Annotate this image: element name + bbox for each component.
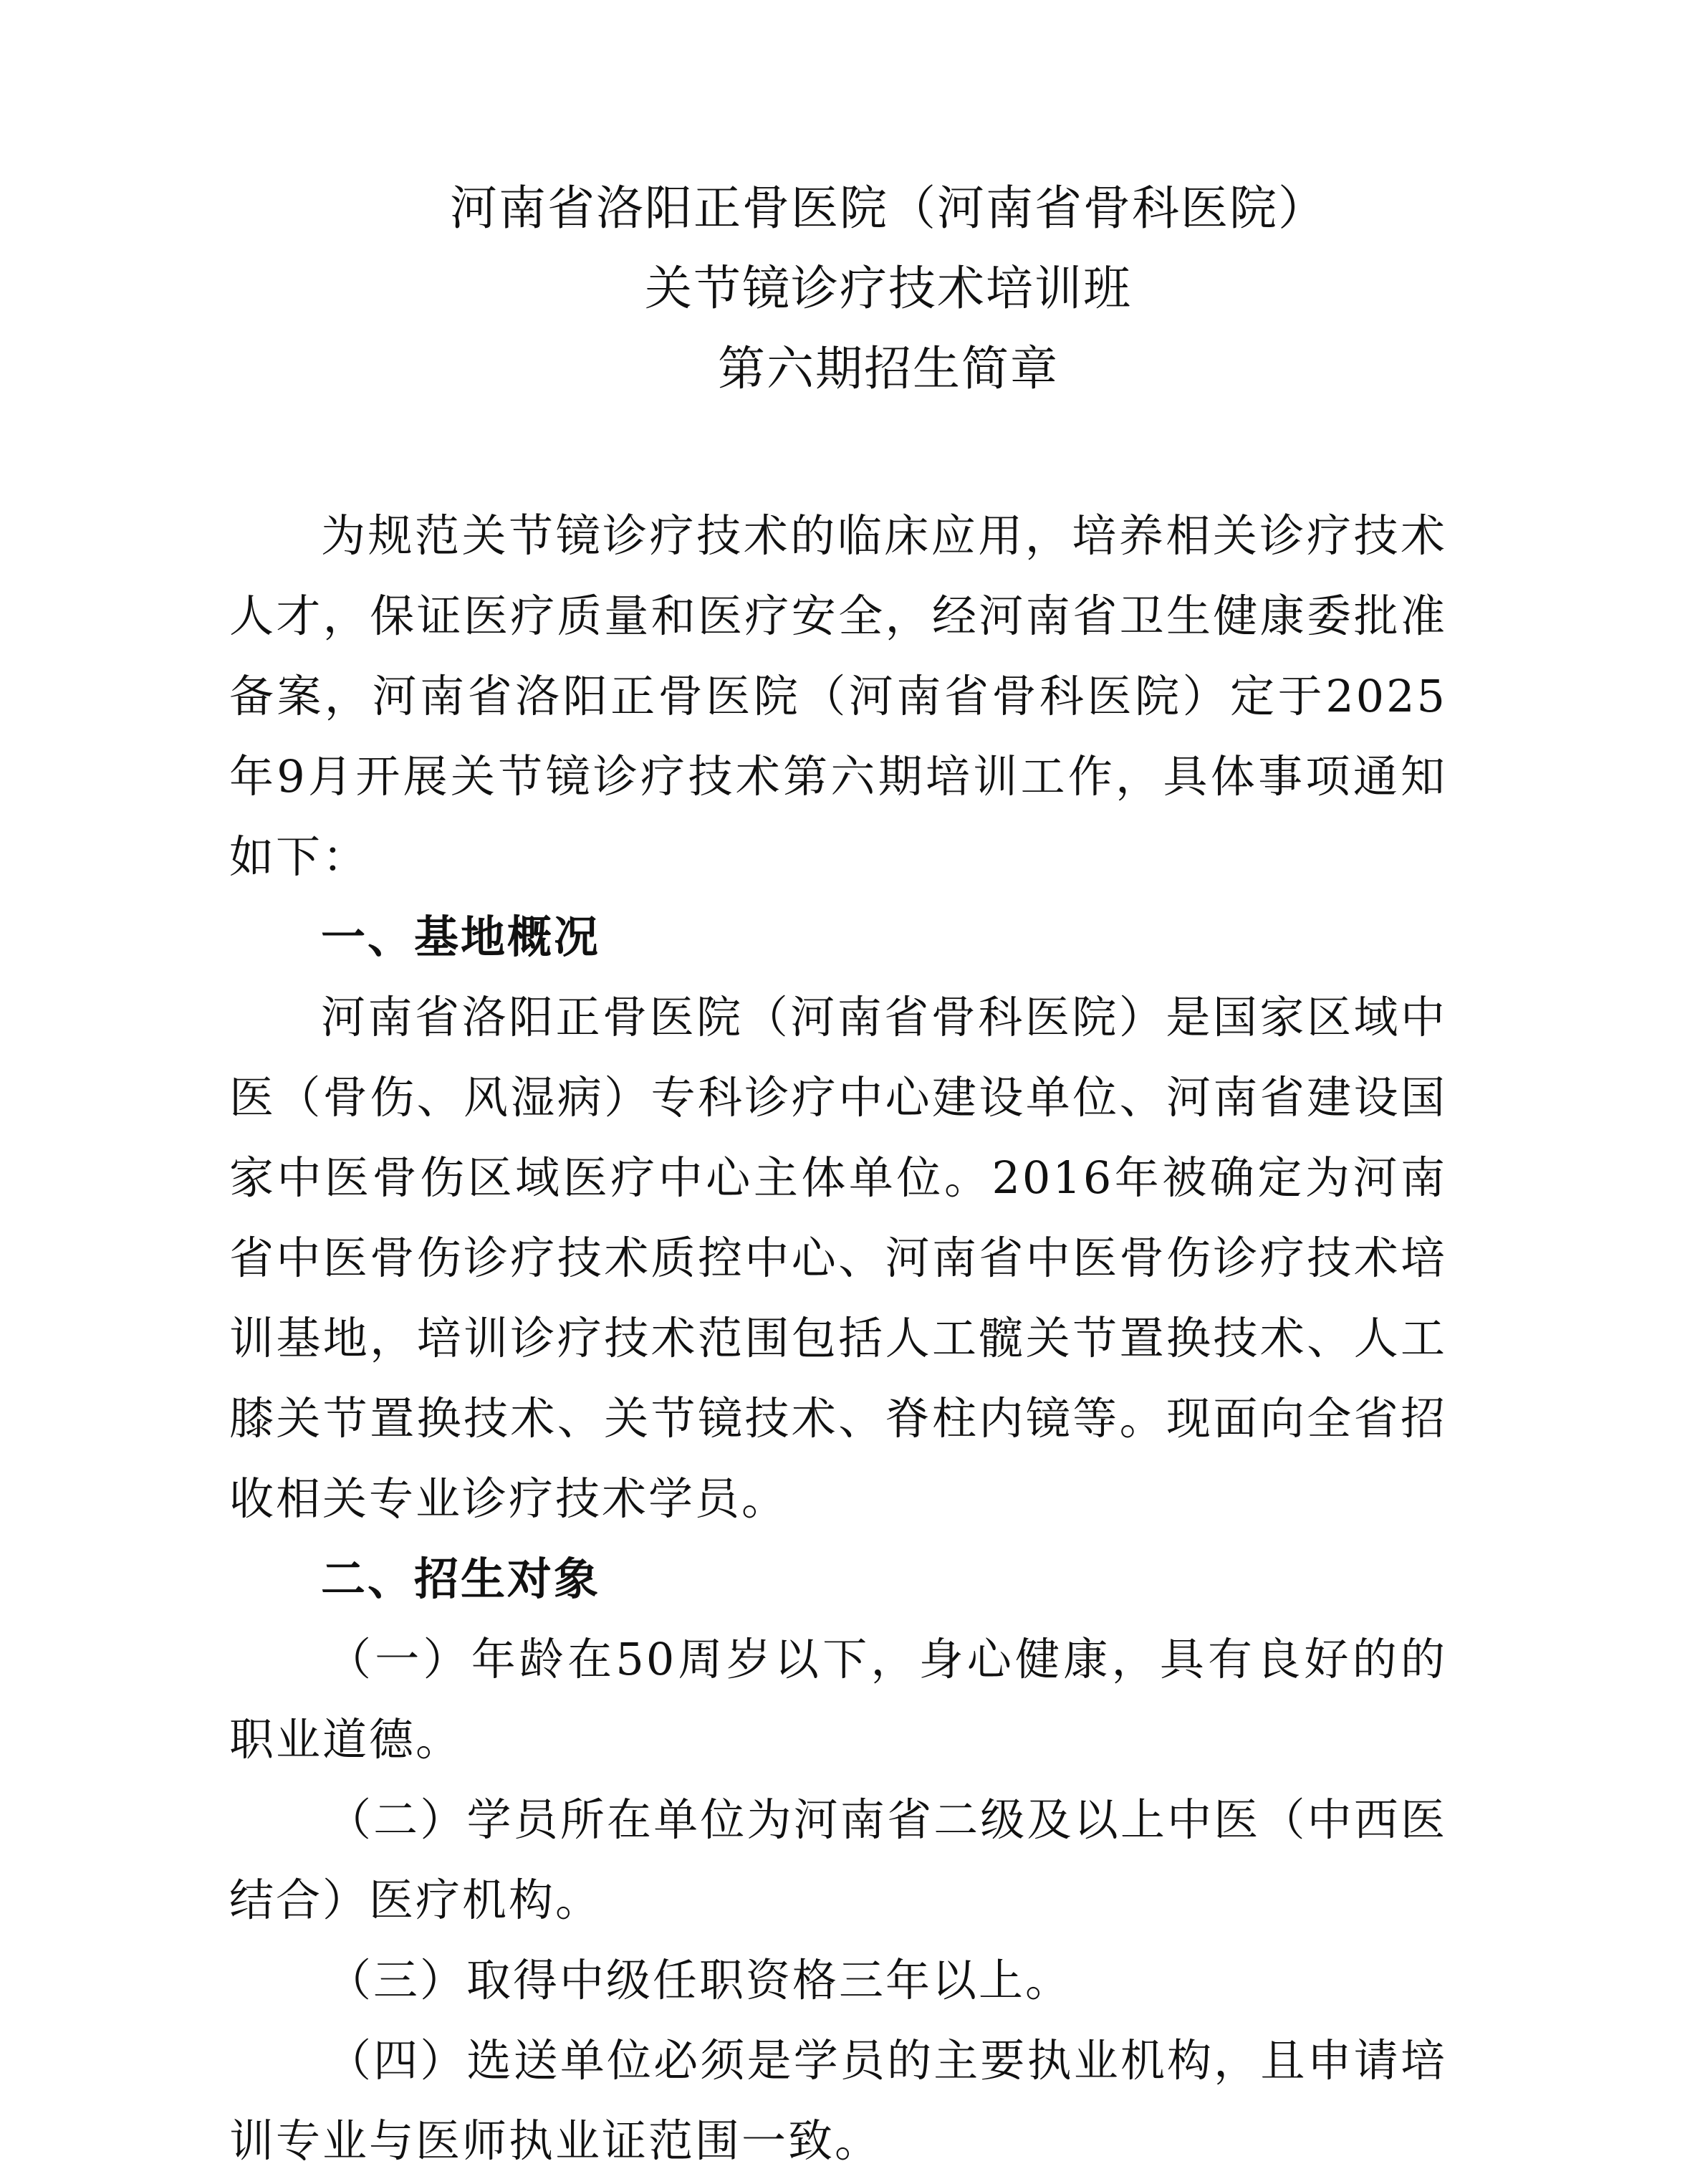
enrollment-item-1: （一）年龄在50周岁以下，身心健康，具有良好的的职业道德。 — [229, 1633, 1447, 1766]
title-line-course: 关节镜诊疗技术培训班 — [645, 261, 1132, 316]
enrollment-item-2: （二）学员所在单位为河南省二级及以上中医（中西医结合）医疗机构。 — [229, 1793, 1447, 1926]
section-heading-base-overview: 一、基地概况 — [321, 911, 601, 963]
enrollment-item-3: （三）取得中级任职资格三年以上。 — [327, 1954, 1072, 2006]
section-heading-enrollment-targets: 二、招生对象 — [321, 1553, 601, 1605]
enrollment-item-4: （四）选送单位必须是学员的主要执业机构，且申请培训专业与医师执业证范围一致。 — [229, 2034, 1447, 2167]
title-line-enrollment: 第六期招生简章 — [718, 341, 1059, 396]
base-overview-paragraph: 河南省洛阳正骨医院（河南省骨科医院）是国家区域中医（骨伤、风湿病）专科诊疗中心建设单位、河南省建设国家中医骨伤区域医疗中心主体单位。2016年被确定为河南省中医骨伤诊疗技术质控中心、河南省中医骨伤诊疗技术培训基地，培训诊疗技术范围包括人工髋关节置换技术、人工膝关节置换技术、关节镜技术、脊柱内镜等。现面向全省招收相关专业诊疗技术学员。 — [229, 991, 1447, 1525]
intro-paragraph: 为规范关节镜诊疗技术的临床应用，培养相关诊疗技术人才，保证医疗质量和医疗安全，经河南省卫生健康委批准备案，河南省洛阳正骨医院（河南省骨科医院）定于2025年9月开展关节镜诊疗技术第六期培训工作，具体事项通知如下： — [229, 509, 1447, 883]
document-title — [0, 168, 1705, 409]
title-line-hospital: 河南省洛阳正骨医院（河南省骨科医院） — [450, 181, 1327, 236]
document-body — [229, 496, 1447, 2181]
